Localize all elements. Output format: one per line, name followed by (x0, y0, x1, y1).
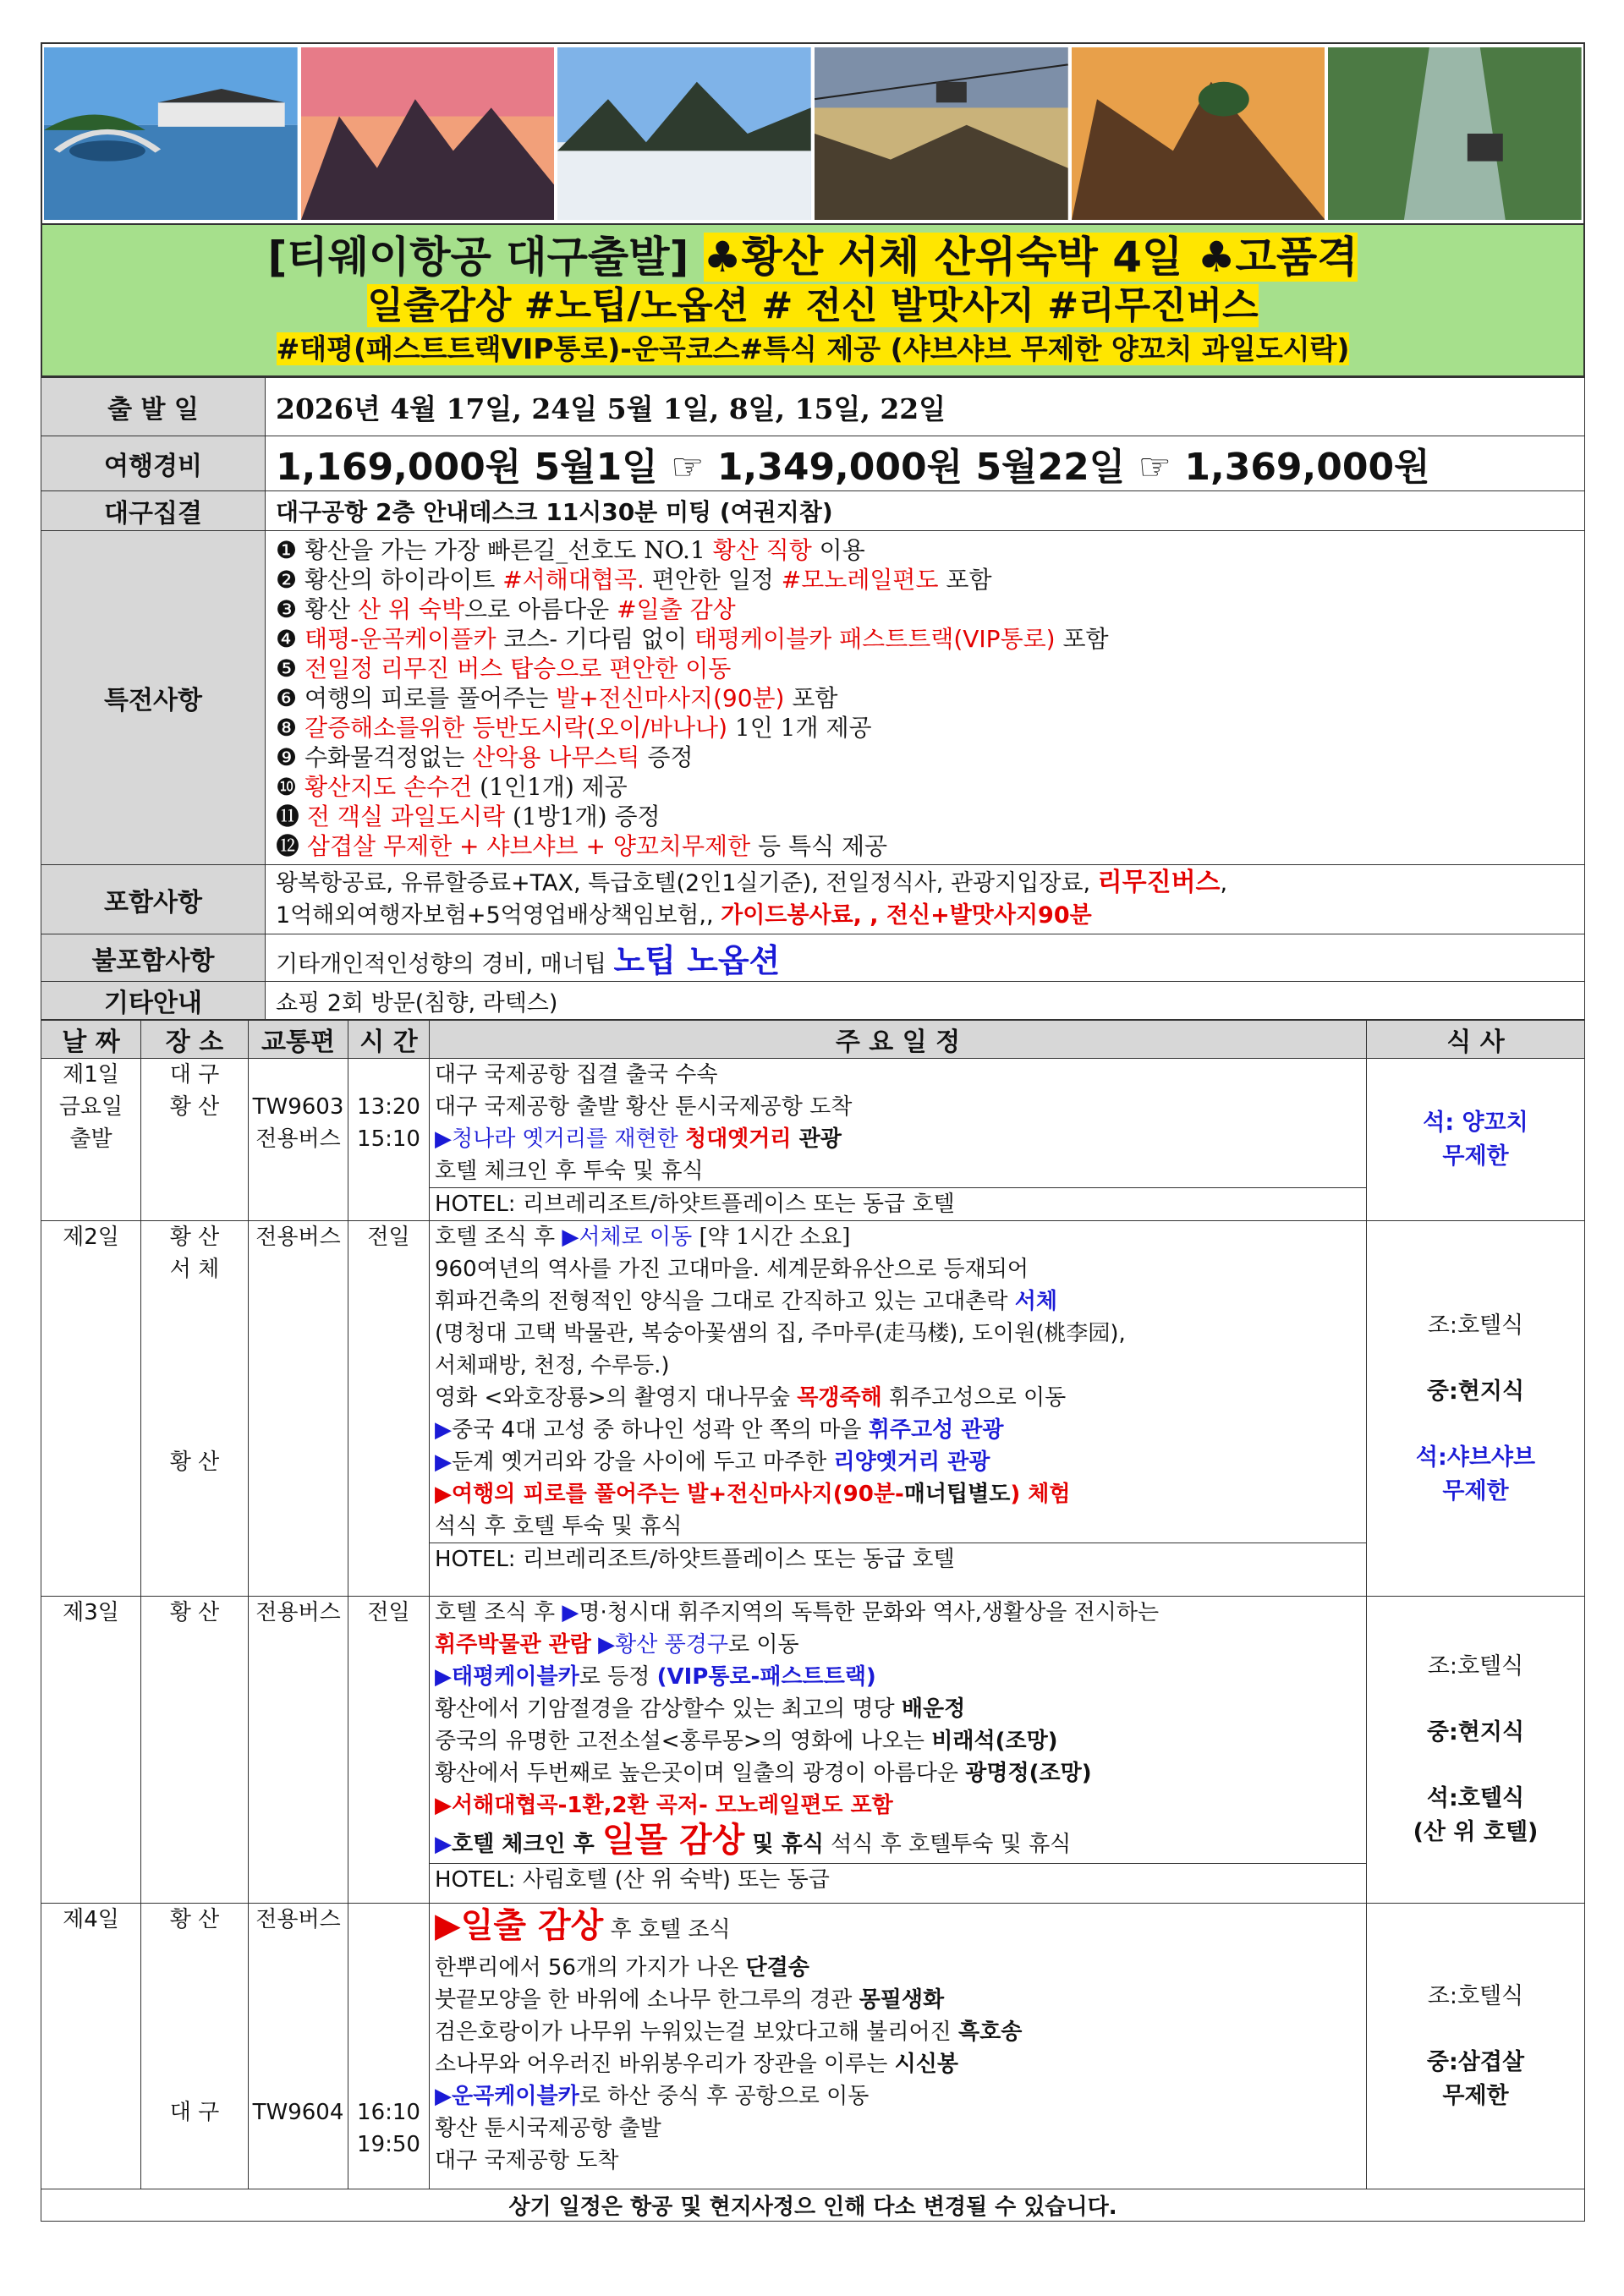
departure-label: 출 발 일 (41, 378, 266, 436)
title-line-2: 일출감상 #노팁/노옵션 # 전신 발맛사지 #리무진버스 (367, 284, 1259, 327)
col-transport: 교통편 (249, 1021, 348, 1059)
meeting-info: 대구공항 2층 안내데스크 11시30분 미팅 (여권지참) (266, 491, 1585, 531)
included-items: 왕복항공료, 유류할증료+TAX, 특급호텔(2인1실기준), 전일정식사, 관광지입장료, 리무진버스, 1억해외여행자보험+5억영업배상책임보험,, 가이드봉사료, , 전신+발맛사지90분 (266, 865, 1585, 934)
day1-place: 대 구 황 산 (141, 1059, 249, 1221)
day4-place: 황 산 대 구 (141, 1904, 249, 2189)
day3-meals: 조:호텔식 중:현지식 석:호텔식 (산 위 호텔) (1367, 1597, 1585, 1904)
cost-label: 여행경비 (41, 436, 266, 491)
day1-transport: TW9603 전용버스 (249, 1059, 348, 1221)
title-highlight: ♣황산 서체 산위숙박 4일 ♣고품격 (703, 233, 1358, 282)
perk-item: ❽ 갈증해소를위한 등반도시락(오이/바나나) 1인 1개 제공 (276, 713, 872, 742)
day1-row (41, 1059, 1585, 1221)
col-meals: 식 사 (1367, 1021, 1585, 1059)
cable-car-photo (815, 47, 1068, 220)
title-line-1: [티웨이항공 대구출발] ♣황산 서체 산위숙박 4일 ♣고품격 (267, 233, 1358, 282)
village-bridge-photo (44, 47, 298, 220)
itinerary-sheet (41, 42, 1585, 2222)
day2-place: 황 산 서 체 황 산 (141, 1221, 249, 1597)
day2-transport: 전용버스 (249, 1221, 348, 1597)
day1-hotel: HOTEL: 리브레리조트/하얏트플레이스 또는 동급 호텔 (430, 1187, 1366, 1220)
perk-item: ❹ 태평-운곡케이플카 코스- 기다림 없이 태평케이블카 패스트트랙(VIP통로) 포함 (276, 624, 1109, 653)
day2-hotel: HOTEL: 리브레리조트/하얏트플레이스 또는 동급 호텔 (430, 1543, 1366, 1575)
forest-cable-car-photo (1328, 47, 1582, 220)
day3-time: 전일 (348, 1597, 430, 1904)
day3-row (41, 1597, 1585, 1904)
day2-date: 제2일 (41, 1221, 141, 1597)
day4-time: 16:10 19:50 (348, 1904, 430, 2189)
sea-of-clouds-photo (557, 47, 811, 220)
excluded-items: 기타개인적인성향의 경비, 매너팁 노팁 노옵션 (266, 934, 1585, 982)
schedule-table (41, 1020, 1585, 2222)
perk-item: ❻ 여행의 피로를 풀어주는 발+전신마사지(90분) 포함 (276, 683, 838, 712)
info-table (41, 377, 1585, 1020)
sunset-peaks-photo (301, 47, 555, 220)
day4-itinerary: ▶일출 감상 후 호텔 조식 한뿌리에서 56개의 가지가 나온 단결송 붓끝모양을 한 바위에 소나무 한그루의 경관 몽필생화 검은호랑이가 나무위 누워있는걸 보았다고해 불리어진 흑호송 소나무와 어우러진 바위봉우리가 장관을 이루는 시신봉 ▶운곡케이블카로 하산 중식 후 공항으로 이동 황산 툰시국제공항 출발 대구 국제공항 도착 (430, 1904, 1367, 2189)
day1-time: 13:20 15:10 (348, 1059, 430, 1221)
perk-item: ❿ 황산지도 손수건 (1인1개) 제공 (276, 772, 628, 801)
col-time: 시 간 (348, 1021, 430, 1059)
day4-meals: 조:호텔식 중:삼겹살 무제한 (1367, 1904, 1585, 2189)
perk-item: ❾ 수화물걱정없는 산악용 나무스틱 증정 (276, 743, 694, 771)
departure-dates: 2026년 4월 17일, 24일 5월 1일, 8일, 15일, 22일 (266, 378, 1585, 436)
pine-cliff-photo (1072, 47, 1325, 220)
day1-meals: 석: 양꼬치 무제한 (1367, 1059, 1585, 1221)
day1-itinerary: 대구 국제공항 집결 출국 수속 대구 국제공항 출발 황산 툰시국제공항 도착 ▶청나라 옛거리를 재현한 청대옛거리 관광 호텔 체크인 후 투숙 및 휴식 HOTEL: 리브레리조트/하얏트플레이스 또는 동급 호텔 (430, 1059, 1367, 1221)
other-info: 쇼핑 2회 방문(침향, 라텍스) (266, 982, 1585, 1020)
day2-row (41, 1221, 1585, 1597)
day3-date: 제3일 (41, 1597, 141, 1904)
perk-item: ⓫ 전 객실 과일도시락 (1방1개) 증정 (276, 802, 661, 830)
col-itinerary: 주 요 일 정 (430, 1021, 1367, 1059)
day3-itinerary: 호텔 조식 후 ▶명·청시대 휘주지역의 독특한 문화와 역사,생활상을 전시하는 휘주박물관 관람 ▶황산 풍경구로 이동 ▶태평케이블카로 등정 (VIP통로-패스트트랙) 황산에서 기암절경을 감상할수 있는 최고의 명당 배운정 중국의 유명한 고전소설<홍루몽>의 영화에 나오는 비래석(조망) 황산에서 두번째로 높은곳이며 일출의 광경이 아름다운 광명정(조망) ▶서해대협곡-1환,2환 곡저- 모노레일편도 포함 ▶호텔 체크인 후 일몰 감상 및 휴식 석식 후 호텔투숙 및 휴식 HOTEL: 사림호텔 (산 위 숙박) 또는 동급 (430, 1597, 1367, 1904)
day3-place: 황 산 (141, 1597, 249, 1904)
day4-transport: 전용버스 TW9604 (249, 1904, 348, 2189)
excluded-label: 불포함사항 (41, 934, 266, 982)
day1-date: 제1일 금요일 출발 (41, 1059, 141, 1221)
day3-hotel: HOTEL: 사림호텔 (산 위 숙박) 또는 동급 (430, 1863, 1366, 1896)
included-label: 포함사항 (41, 865, 266, 934)
day4-date: 제4일 (41, 1904, 141, 2189)
day3-transport: 전용버스 (249, 1597, 348, 1904)
schedule-header-row (41, 1021, 1585, 1059)
perks-label: 특전사항 (41, 531, 266, 865)
perk-item: ❸ 황산 산 위 숙박으로 아름다운 #일출 감상 (276, 595, 736, 623)
footer-note: 상기 일정은 항공 및 현지사정으 인해 다소 변경될 수 있습니다. (41, 2189, 1585, 2222)
perk-item: ❺ 전일정 리무진 버스 탑승으로 편안한 이동 (276, 654, 732, 682)
day2-time: 전일 (348, 1221, 430, 1597)
perk-item: ❶ 황산을 가는 가장 빠른길_선호도 NO.1 황산 직항 이용 (276, 535, 865, 564)
day4-row (41, 1904, 1585, 2189)
perk-item: ⓬ 삼겹살 무제한 + 샤브샤브 + 양꼬치무제한 등 특식 제공 (276, 831, 888, 860)
day2-itinerary: 호텔 조식 후 ▶서체로 이동 [약 1시간 소요] 960여년의 역사를 가진 고대마을. 세계문화유산으로 등재되어 휘파건축의 전형적인 양식을 그대로 간직하고 있는 고대촌락 서체 (명청대 고택 박물관, 복숭아꽃샘의 집, 주마루(走马楼), 도이원(桃李园), 서체패방, 천정, 수루등.) 영화 <와호장룡>의 촬영지 대나무숲 목갱죽해 휘주고성으로 이동 ▶중국 4대 고성 중 하나인 성곽 안 쪽의 마을 휘주고성 관광 ▶둔계 옛거리와 강을 사이에 두고 마주한 리양옛거리 관광 ▶여행의 피로를 풀어주는 발+전신마사지(90분-매너팁별도) 체험 석식 후 호텔 투숙 및 휴식 HOTEL: 리브레리조트/하얏트플레이스 또는 동급 호텔 (430, 1221, 1367, 1597)
title-line-3: #태평(패스트트랙VIP통로)-운곡코스#특식 제공 (샤브샤브 무제한 양꼬치 과일도시락) (276, 332, 1350, 365)
other-info-label: 기타안내 (41, 982, 266, 1020)
tour-title-box (41, 225, 1585, 377)
col-date: 날 짜 (41, 1021, 141, 1059)
day2-meals: 조:호텔식 중:현지식 석:샤브샤브 무제한 (1367, 1221, 1585, 1597)
perk-item: ❷ 황산의 하이라이트 #서해대협곡. 편안한 일정 #모노레일편도 포함 (276, 565, 992, 594)
col-place: 장 소 (141, 1021, 249, 1059)
tour-price: 1,169,000원 5월1일 ☞ 1,349,000원 5월22일 ☞ 1,369,000원 (266, 436, 1585, 491)
photo-strip (41, 42, 1585, 225)
perks-list (266, 531, 1585, 865)
meeting-label: 대구집결 (41, 491, 266, 531)
